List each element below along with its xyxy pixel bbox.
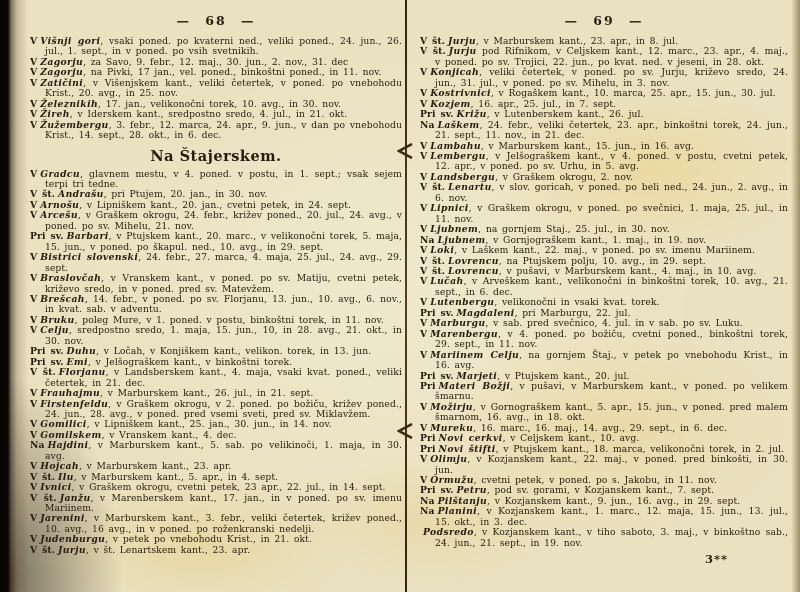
entry-place-name: Petru: [456, 485, 487, 497]
entry-place-name: Braslovčah: [40, 273, 102, 285]
entry-dates: , v Kozjanskem kant., 22. maj., v poned. pred binkošti, in 30. jun.: [435, 454, 788, 476]
entry-dates: , v Ptujskem kant., 20. marc., v velikonočni torek, 5. maja, 15. jun., v poned. po škapul. ned., 10. avg., in 29. sept.: [45, 231, 402, 253]
entry-prefix: V: [420, 276, 428, 288]
entry-prefix: V: [30, 273, 38, 285]
entry-prefix: V: [420, 88, 428, 100]
entry-prefix: V: [420, 203, 428, 215]
page-68: [30, 0, 402, 556]
entry-prefix: V: [420, 297, 428, 309]
entry-place-name: Jurju: [448, 36, 476, 47]
fair-entry: [30, 37, 402, 58]
entry-prefix: V: [420, 171, 428, 183]
entry-dates: , v Marburskem kant., 23. apr.: [79, 461, 232, 473]
fair-entry: [30, 79, 402, 100]
fair-entry: [420, 204, 788, 225]
entry-prefix: Na: [30, 440, 45, 452]
entry-place-name: Podsredo: [423, 527, 474, 539]
entry-place-name: Marjeti: [456, 370, 498, 382]
entry-dates: , v Lutenberskem kant., 26. jul.: [486, 109, 644, 121]
page-number-header: — 68 —: [176, 13, 256, 28]
entry-prefix: V: [30, 314, 38, 326]
entry-prefix: V: [30, 56, 38, 68]
entry-place-name: Celju: [40, 325, 69, 337]
entry-dates: , v Gornograškem kant., 5. apr., 15. jun., v poned. pred malem šmarnom, 16. avg., in 18. okt.: [435, 401, 788, 424]
entry-dates: , v 4. poned. po božiču, cvetni poned., binkoštni torek, 29. sept., in 11. nov.: [435, 328, 788, 351]
entry-dates: , sredpostno sredo, 1. maja, 15. jun., 10, in 28. avg., 21. okt., in 30. nov.: [45, 325, 402, 347]
entry-dates: , v Ptujskem kant., 18. marca, velikonočni torek, in 2. jul.: [495, 443, 785, 455]
entry-dates: , v Graškem okrogu, cvetni petek, 23 apr., 22. jul., in 14. sept.: [71, 482, 386, 494]
entry-dates: , v pušavi, v Marburskem kant., 4. maj., in 10. avg.: [498, 265, 757, 277]
entry-dates: , v Marburskem kant., 5. sab. po velikinoči, 1. maja, in 30. avg.: [45, 440, 402, 462]
entry-prefix: V: [420, 140, 428, 152]
fair-entry: [30, 441, 402, 462]
entry-prefix: Pri: [420, 380, 436, 392]
entry-prefix: V: [30, 513, 38, 525]
entry-prefix: V: [420, 67, 428, 79]
fair-entry-list: [30, 37, 402, 142]
entry-place-name: Lučah: [430, 276, 464, 288]
entry-prefix: V: [420, 245, 428, 257]
signature-mark: 3**: [704, 552, 728, 567]
entry-dates: , pod sv. gorami, v Kozjanskem kant., 7. sept.: [486, 485, 715, 497]
entry-prefix: V: [30, 67, 38, 79]
entry-prefix: Na: [420, 506, 435, 518]
entry-place-name: Ljubnem: [437, 234, 486, 246]
entry-dates: , v Arveškem kant., velikonočni in binkoštni torek, 10. avg., 21. sept., in 6. dec.: [435, 276, 788, 298]
entry-place-name: Gomilskem: [40, 429, 102, 441]
entry-place-name: Hajdini: [47, 440, 89, 452]
entry-place-name: Frauhajmu: [40, 388, 101, 400]
entry-prefix: Pri sv.: [420, 109, 454, 121]
fair-entry: [30, 546, 402, 556]
entry-dates: , v Marenberskem kant., 17. jan., in v poned. po sv. imenu Mariinem.: [45, 492, 403, 515]
entry-prefix: V št.: [420, 36, 446, 47]
entry-dates: , veliki četertek, v poned. po sv. Jurju, križevo sredo, 24. jun., 31. jul., v poned. po sv. Mihelu, in 3. nov.: [435, 67, 788, 89]
entry-place-name: Žireh: [40, 109, 70, 121]
entry-prefix: V: [30, 210, 38, 222]
fair-entry: [420, 277, 788, 298]
entry-dates: , pri Ptujem, 20. jan., in 30. nov.: [103, 189, 268, 201]
entry-prefix: V št.: [30, 544, 56, 556]
entry-place-name: Gomilici: [40, 419, 87, 431]
entry-dates: , v Višenjskem kant., veliki četertek, v poned. po vnebohodu Krist., 20. avg., in 25. nov.: [45, 77, 402, 100]
entry-prefix: V št.: [30, 471, 56, 483]
entry-dates: , v Kozjanskem kant., 1. marc., 12. maja, 15. jun., 13. jul., 15. okt., in 3. dec.: [435, 506, 788, 528]
entry-place-name: Marenbergu: [430, 328, 498, 340]
entry-place-name: Lovrencu: [448, 265, 499, 277]
entry-place-name: Višnji gori: [40, 36, 101, 47]
entry-dates: , v Graškem okrogu, 2. nov.: [495, 171, 634, 183]
fair-entry: [420, 507, 788, 528]
entry-place-name: Emi: [66, 356, 88, 368]
entry-place-name: Zagorju: [40, 56, 84, 68]
entry-prefix: V: [30, 388, 38, 400]
entry-place-name: Magdaleni: [456, 307, 515, 319]
section-heading: Na Štajerskem.: [150, 147, 282, 165]
entry-place-name: Jurju: [448, 46, 477, 58]
entry-prefix: Na: [420, 495, 435, 507]
entry-prefix: Pri sv.: [30, 356, 64, 368]
entry-place-name: Zatičini: [40, 77, 84, 89]
entry-dates: , na Pivki, 17 jan., vel. poned., binkoštni poned., in 11. nov.: [83, 67, 382, 79]
entry-dates: , v Graškem okrogu, v poned. po svečnici, 1. maja, 25. jul., in 11. nov.: [435, 203, 788, 225]
entry-prefix: V: [30, 325, 38, 337]
entry-prefix: V: [420, 98, 428, 110]
fair-entry: [30, 514, 402, 535]
entry-prefix: Pri sv.: [420, 370, 454, 382]
entry-place-name: Materi Božji: [438, 380, 511, 392]
fair-entry: [420, 68, 788, 89]
entry-prefix: V: [30, 199, 38, 211]
fair-entry: [30, 295, 402, 316]
fair-entry: [420, 455, 788, 476]
entry-dates: , 16. marc., 16. maj., 14. avg., 29. sept., in 6. dec.: [473, 422, 728, 434]
entry-dates: , 24. febr., veliki četertek, 23. apr., binkoštni torek, 24. jun., 21. sept., 11. nov., in 21. dec.: [435, 119, 788, 142]
entry-prefix: V: [30, 109, 38, 121]
entry-prefix: V št.: [30, 367, 56, 379]
entry-prefix: Pri sv.: [420, 307, 454, 319]
book-binding-edge: [0, 0, 28, 592]
entry-place-name: Andrašu: [58, 189, 104, 201]
entry-dates: , v Vranskem kant., 4. dec.: [101, 429, 237, 441]
page-gutter-line: [405, 0, 407, 592]
entry-prefix: V: [420, 454, 428, 466]
entry-place-name: Hojcah: [40, 461, 79, 473]
entry-dates: , na gornjem Štaj., v petek po vnebohodu Krist., in 16. avg.: [435, 349, 788, 372]
entry-place-name: Landsbergu: [430, 171, 496, 183]
entry-place-name: Jurju: [58, 544, 86, 556]
entry-place-name: Lutenbergu: [430, 297, 495, 309]
entry-dates: , v Kozjanskem kant., v tiho saboto, 3. maj., v binkoštno sab., 24. jun., 21. sept., in 19. nov.: [435, 527, 788, 549]
entry-place-name: Pilštanju: [437, 495, 488, 507]
entry-place-name: Kozjem: [430, 98, 471, 110]
entry-place-name: Konjicah: [430, 67, 480, 79]
entry-prefix: V: [420, 318, 428, 330]
entry-dates: , v Ločah, v Konjiškem kant., velikon. torek, in 13. jun.: [96, 346, 372, 358]
entry-dates: , na Ptujskem polju, 10. avg., in 29. sept.: [498, 255, 706, 267]
fair-entry: [420, 152, 788, 173]
entry-dates: , poleg Mure, v 1. poned. v postu, binkoštni torek, in 11. nov.: [74, 314, 384, 326]
entry-dates: , velikonočni in vsaki kvat. torek.: [494, 297, 660, 309]
entry-prefix: V: [30, 119, 38, 131]
margin-arrow-mark-icon: [397, 142, 415, 160]
fair-entry: [30, 253, 402, 274]
entry-dates: , v Vranskem kant., v poned. po sv. Matiju, cvetni petek, križevo sredo, in v poned. pred sv. Matevžem.: [45, 273, 402, 295]
entry-prefix: V: [420, 328, 428, 340]
entry-prefix: Na: [420, 234, 435, 246]
fair-entry: [30, 368, 402, 389]
entry-place-name: Ivnici: [40, 482, 72, 494]
entry-place-name: Lipnici: [430, 203, 469, 215]
fair-entry: [420, 330, 788, 351]
entry-dates: , v Marburskem kant., 3. febr., veliki četertek, križev poned., 10. avg., 16 avg., in v poned. po roženkranski nedelji.: [45, 513, 402, 535]
entry-prefix: Pri sv.: [30, 231, 64, 243]
entry-place-name: Duhu: [66, 346, 97, 358]
fair-entry-list: [420, 37, 788, 549]
entry-place-name: Lovrencu: [448, 255, 499, 267]
entry-place-name: Arcešu: [40, 210, 78, 222]
entry-prefix: V: [30, 419, 38, 431]
entry-place-name: Novi cerkvi: [438, 433, 503, 445]
entry-place-name: Arnošu: [40, 199, 80, 211]
entry-place-name: Bruku: [40, 314, 75, 326]
entry-place-name: Bistrici slovenski: [40, 252, 139, 264]
fair-entry: [30, 274, 402, 295]
entry-dates: , v št. Lenartskem kant., 23. apr.: [85, 544, 251, 556]
entry-place-name: Zagorju: [40, 67, 84, 79]
entry-prefix: V: [30, 98, 38, 110]
entry-dates: , v sab. pred svečnico, 4. jul. in v sab. po sv. Luku.: [485, 318, 743, 330]
entry-prefix: V: [30, 168, 38, 180]
entry-prefix: V: [420, 475, 428, 487]
entry-place-name: Ormužu: [430, 475, 474, 487]
entry-dates: , v Graškem okrogu, 24. febr., križev poned., 20. jul., 24. avg., v poned. po sv. Mihelu, 21. nov.: [45, 210, 402, 232]
fair-entry: [30, 400, 402, 421]
fair-entry: [30, 494, 402, 515]
entry-place-name: Barbari: [66, 231, 109, 243]
entry-dates: , v Ptujskem kant., 20. jul.: [497, 370, 630, 382]
entry-prefix: V: [420, 150, 428, 162]
entry-place-name: Ilu: [58, 471, 74, 483]
fair-entry: [420, 403, 788, 424]
entry-prefix: V: [420, 401, 428, 413]
entry-dates: , cvetni petek, v poned. po s. Jakobu, in 11. nov.: [473, 475, 717, 487]
entry-place-name: Žužembergu: [40, 119, 109, 131]
entry-dates: , v pušavi, v Marburskem kant., v poned. po velikem šmarnu.: [435, 380, 788, 403]
entry-dates: , pri Marburgu, 22. jul.: [514, 307, 631, 319]
entry-dates: , v petek po vnebohodu Krist., in 21. okt.: [105, 534, 312, 546]
entry-place-name: Jarenini: [40, 513, 85, 525]
entry-dates: , v Lipniškem kant., 25. jan., 30. jun., in 14. nov.: [86, 419, 332, 431]
entry-prefix: V: [420, 224, 428, 236]
entry-prefix: Na: [420, 119, 435, 131]
entry-place-name: Brešcah: [40, 293, 85, 305]
entry-place-name: Janžu: [59, 492, 91, 504]
entry-prefix: V: [420, 349, 428, 361]
entry-dates: , v Jelšograškem kant., v binkoštni torek.: [87, 356, 293, 368]
entry-place-name: Loki: [430, 245, 455, 257]
entry-dates: , v Celjskem kant., 10. avg.: [502, 433, 640, 445]
fair-entry: [30, 232, 402, 253]
entry-prefix: V št.: [420, 182, 446, 194]
entry-dates: , za Savo, 9. febr., 12. maj., 30. jun., 2. nov., 31. dec: [83, 56, 349, 68]
entry-prefix: V: [30, 252, 38, 264]
entry-prefix: V: [30, 482, 38, 494]
entry-dates: , vsaki poned. po kvaterni ned., veliki poned., 24. jun., 26. jul., 1. sept., in v poned. po vsih svetnikih.: [45, 36, 402, 58]
fair-entry: [30, 326, 402, 347]
fair-entry: [420, 528, 788, 549]
page-69: [420, 0, 788, 566]
entry-place-name: Florjanu: [58, 367, 106, 379]
fair-entry: [30, 211, 402, 232]
page-number-header: — 69 —: [564, 13, 644, 28]
entry-place-name: Gradcu: [40, 168, 80, 180]
entry-prefix: Pri: [420, 433, 436, 445]
entry-dates: , v Gornjograškem kant., 1. maj., in 19. nov.: [485, 234, 707, 246]
entry-prefix: V št.: [30, 492, 57, 504]
entry-place-name: Križu: [456, 109, 487, 121]
fair-entry-list: [30, 170, 402, 557]
entry-dates: , v Graškem okrogu, v 2. poned. po božiču, križev poned., 24. jun., 28. avg., v poned. pred vsemi sveti, pred sv. Miklavžem.: [45, 398, 402, 420]
entry-place-name: Lembergu: [430, 150, 486, 162]
entry-dates: , v Marburskem kant., 26. jul., in 21. sept.: [100, 388, 314, 400]
entry-dates: , 3. febr., 12. marca, 24. apr., 9. jun., v dan po vnebohodu Krist., 14. sept., 28. okt., in 6. dec.: [45, 119, 402, 142]
entry-place-name: Ljubnem: [430, 224, 479, 236]
entry-prefix: V: [30, 534, 38, 546]
entry-dates: , v slov. goricah, v poned. po beli ned., 24. jun., 2. avg., in 6. nov.: [435, 182, 788, 204]
entry-prefix: V: [30, 77, 38, 89]
entry-prefix: V: [420, 422, 428, 434]
entry-place-name: Železnikih: [40, 98, 99, 110]
entry-dates: , v Lipniškem kant., 20. jan., cvetni petek, in 24. sept.: [79, 199, 352, 211]
entry-dates: , v Kozjanskem kant., 9. jun., 16. avg., in 29. sept.: [487, 495, 741, 507]
fair-entry: [420, 382, 788, 403]
entry-prefix: V: [30, 429, 38, 441]
fair-entry: [420, 47, 788, 68]
page-right-edge-shadow: [791, 0, 800, 592]
fair-entry: [30, 121, 402, 142]
entry-prefix: V št.: [30, 189, 56, 201]
entry-place-name: Mariinem Celju: [430, 349, 520, 361]
entry-prefix: V: [30, 293, 38, 305]
entry-dates: pod Rifnikom, v Celjskem kant., 12. marc., 23. apr., 4. maj., v poned. po sv. Trojici, 22. jun., po kvat. ned. v jeseni, in 28. okt.: [435, 46, 788, 68]
entry-place-name: Možirju: [430, 401, 473, 413]
entry-prefix: V: [30, 461, 38, 473]
entry-dates: , v Marburskem kant., 15. jun., in 16. avg.: [480, 140, 694, 152]
entry-place-name: Novi štifti: [438, 443, 496, 455]
entry-prefix: V št.: [420, 265, 446, 277]
entry-dates: , v Marburskem kant., 23. apr., in 8. jul.: [475, 36, 679, 47]
entry-place-name: Laškem: [437, 119, 480, 131]
entry-dates: , v Laškem kant., 22. maj., v poned. po sv. imenu Mariinem.: [454, 245, 755, 257]
entry-place-name: Marburgu: [430, 318, 486, 330]
entry-prefix: V: [30, 36, 38, 47]
entry-place-name: Kostrivnici: [430, 88, 491, 100]
entry-dates: , 24. febr., 27. marca, 4. maja, 25. jul., 24. avg., 29. sept.: [45, 252, 402, 274]
entry-dates: , v Jelšograškem kant., v 4. poned. v postu, cvetni petek, 12. apr., v poned. po sv. Urhu, in 5. avg.: [435, 150, 788, 173]
entry-place-name: Lambahu: [430, 140, 481, 152]
entry-place-name: Judenburgu: [40, 534, 106, 546]
entry-place-name: Mureku: [430, 422, 474, 434]
entry-dates: , 17. jan., velikonočni torek, 10. avg., in 30. nov.: [98, 98, 342, 110]
entry-prefix: Pri: [420, 443, 436, 455]
entry-place-name: Lenartu: [448, 182, 492, 194]
entry-dates: , v Rogaškem kant., 10. marca, 25. apr., 15. jun., 30. jul.: [490, 88, 776, 100]
fair-entry: [420, 351, 788, 372]
entry-place-name: Olimju: [430, 454, 468, 466]
entry-dates: , v Marburskem kant., 5. apr., in 4. sept.: [73, 471, 279, 483]
entry-dates: , glavnem mestu, v 4. poned. v postu, in 1. sept.; vsak sejem terpi tri tedne.: [45, 168, 402, 190]
fair-entry: [420, 183, 788, 204]
entry-dates: , v Iderskem kant., sredpostno sredo, 4. jul., in 21. okt.: [69, 109, 348, 121]
margin-arrow-mark-icon: [397, 422, 415, 440]
entry-place-name: Planini: [437, 506, 478, 518]
entry-prefix: V št.: [420, 46, 446, 58]
entry-prefix: V: [30, 398, 38, 410]
entry-dates: , 16. apr., 25. jul., in 7. sept.: [470, 98, 617, 110]
entry-prefix: V št.: [420, 255, 446, 267]
fair-entry: [420, 121, 788, 142]
entry-dates: , na gornjem Staj., 25. jul., in 30. nov.: [478, 224, 670, 236]
entry-dates: , v Landsberskem kant., 4. maja, vsaki kvat. poned., veliki četertek, in 21. dec.: [45, 367, 403, 389]
entry-prefix: Pri sv.: [30, 346, 64, 358]
entry-place-name: Firstenfeldu: [40, 398, 109, 410]
entry-prefix: Pri sv.: [420, 485, 454, 497]
entry-dates: , 14. febr., v poned. po sv. Florjanu, 13. jun., 10. avg., 6. nov., in kvat. sab. v adventu.: [45, 293, 402, 316]
fair-entry: [30, 170, 402, 191]
